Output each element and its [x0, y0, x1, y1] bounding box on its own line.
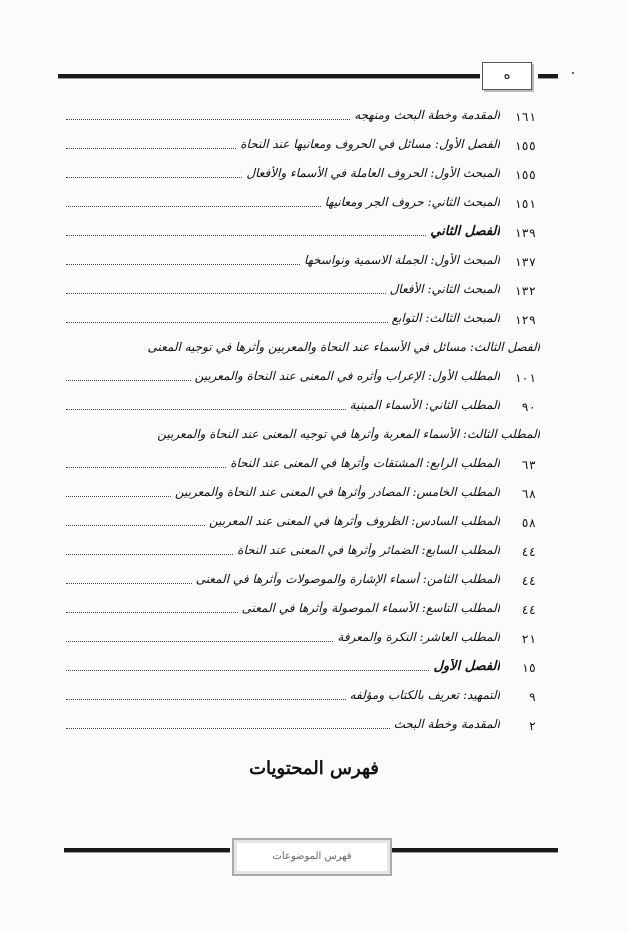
toc-row [58, 104, 544, 133]
toc-page-number: ٥٨ [521, 516, 536, 530]
dot-leader [66, 604, 238, 613]
dot-leader [66, 198, 321, 207]
toc-title: المطلب العاشر: النكرة والمعرفة [337, 630, 500, 644]
toc-title: الفصل الأول [433, 659, 500, 674]
footer-rule-right [392, 848, 558, 852]
toc-row [58, 423, 544, 452]
dot-leader [66, 488, 171, 497]
toc-title: المبحث الثالث: التوابع [391, 311, 500, 325]
toc-row [58, 713, 544, 742]
dot-leader [66, 459, 226, 468]
toc-title: المطلب الأول: الإعراب وأثره في المعنى عند النحاة والمعربين [194, 369, 500, 383]
toc-entry [62, 253, 500, 267]
toc-entry [62, 398, 500, 412]
toc-row [58, 510, 544, 539]
toc-title: المطلب الثاني: الأسماء المبنية [349, 398, 500, 412]
margin-dot [572, 72, 574, 74]
toc-title: المطلب الرابع: المشتقات وأثرها في المعنى عند النحاة [230, 456, 500, 470]
toc-title: المقدمة وخطة البحث ومنهجه [354, 108, 500, 122]
toc-entry [62, 630, 500, 644]
toc-row [58, 336, 544, 365]
toc-row [58, 452, 544, 481]
toc-row [58, 684, 544, 713]
toc-page-number: ٩ [528, 690, 536, 704]
toc-page-number: ١٣٧ [514, 255, 536, 269]
toc-page-number: ٦٣ [521, 458, 536, 472]
toc-title: الفصل الثالث: مسائل في الأسماء عند النحاة والمعربين وأثرها في توجيه المعنى [147, 340, 540, 354]
toc-row [58, 655, 544, 684]
toc-entry [62, 688, 500, 702]
toc-row [58, 626, 544, 655]
toc-page-number: ١٣٩ [514, 226, 536, 240]
toc-title: المطلب الثالث: الأسماء المعربة وأثرها في توجيه المعنى عند النحاة والمعربين [157, 427, 540, 441]
toc-title: الفصل الأول: مسائل في الحروف ومعانيها عند النحاة [240, 137, 500, 151]
toc-title: المبحث الثاني: الأفعال [389, 282, 500, 296]
toc-row [58, 481, 544, 510]
toc-entry [62, 108, 500, 122]
toc-entry [62, 485, 500, 499]
toc-entry [62, 224, 500, 239]
toc-row [58, 249, 544, 278]
dot-leader [66, 111, 350, 120]
dot-leader [66, 256, 300, 265]
toc-page-number: ٤٤ [521, 574, 536, 588]
toc-entry [62, 543, 500, 557]
toc-row [58, 568, 544, 597]
toc-title: المبحث الثاني: حروف الجر ومعانيها [324, 195, 500, 209]
toc-row [58, 191, 544, 220]
toc-title: المطلب التاسع: الأسماء الموصولة وأثرها في المعنى [241, 601, 500, 615]
section-heading: فهرس المحتويات [249, 758, 379, 779]
dot-leader [66, 691, 346, 700]
toc-title: الفصل الثاني [430, 224, 500, 239]
toc-entry [62, 137, 500, 151]
toc-entry [62, 456, 500, 470]
dot-leader [66, 662, 429, 671]
toc-entry [62, 601, 500, 615]
dot-leader [66, 633, 333, 642]
toc-page-number: ٢١ [521, 632, 536, 646]
dot-leader [66, 517, 205, 526]
dot-leader [66, 285, 386, 294]
toc-page-number: ٤٤ [521, 603, 536, 617]
footer-label: فهرس الموضوعات [272, 851, 352, 862]
toc-row [58, 394, 544, 423]
toc-title: المطلب الخامس: المصادر وأثرها في المعنى عند النحاة والمعربين [174, 485, 500, 499]
toc-page-number: ١٣٢ [514, 284, 536, 298]
table-of-contents [58, 104, 544, 742]
toc-title: التمهيد: تعريف بالكتاب ومؤلفه [349, 688, 500, 702]
dot-leader [66, 372, 191, 381]
toc-entry [62, 514, 500, 528]
toc-entry [62, 659, 500, 674]
toc-title: المطلب السادس: الظروف وأثرها في المعنى عند المعربين [209, 514, 500, 528]
dot-leader [66, 546, 233, 555]
toc-page-number: ١٥١ [514, 197, 536, 211]
footer-label-box [232, 838, 392, 876]
toc-page-number: ٦٨ [521, 487, 536, 501]
toc-page-number: ١٥٥ [514, 139, 536, 153]
toc-page-number: ١٥ [521, 661, 536, 675]
toc-entry [62, 195, 500, 209]
header-rule-right [538, 74, 558, 78]
toc-title: المقدمة وخطة البحث [393, 717, 500, 731]
toc-entry [62, 427, 540, 441]
toc-entry [62, 282, 500, 296]
toc-title: المطلب الثامن: أسماء الإشارة والموصولات وأثرها في المعنى [195, 572, 500, 586]
toc-row [58, 133, 544, 162]
toc-page-number: ٢ [528, 719, 536, 733]
toc-title: المبحث الأول: الحروف العاملة في الأسماء والأفعال [246, 166, 500, 180]
toc-row [58, 539, 544, 568]
dot-leader [66, 169, 242, 178]
footer-rule-left [64, 848, 230, 852]
toc-page-number: ١٢٩ [514, 313, 536, 327]
dot-leader [66, 140, 236, 149]
toc-entry [62, 340, 540, 354]
dot-leader [66, 575, 192, 584]
toc-page-number: ٩٠ [521, 400, 536, 414]
header-rule [58, 74, 480, 78]
toc-row [58, 220, 544, 249]
toc-row [58, 597, 544, 626]
toc-page-number: ١٦١ [514, 110, 536, 124]
toc-page-number: ٤٤ [521, 545, 536, 559]
page-number-box [482, 62, 532, 90]
dot-leader [66, 401, 346, 410]
toc-entry [62, 166, 500, 180]
toc-title: المبحث الأول: الجملة الاسمية ونواسخها [303, 253, 500, 267]
dot-leader [66, 227, 426, 236]
toc-page-number: ١٠١ [514, 371, 536, 385]
toc-page-number: ١٥٥ [514, 168, 536, 182]
dot-leader [66, 720, 390, 729]
page-number: ه [503, 68, 511, 83]
toc-row [58, 365, 544, 394]
toc-title: المطلب السابع: الضمائر وأثرها في المعنى عند النحاة [237, 543, 500, 557]
toc-row [58, 278, 544, 307]
toc-entry [62, 572, 500, 586]
dot-leader [66, 314, 388, 323]
toc-row [58, 162, 544, 191]
toc-entry [62, 311, 500, 325]
toc-entry [62, 717, 500, 731]
toc-entry [62, 369, 500, 383]
toc-row [58, 307, 544, 336]
